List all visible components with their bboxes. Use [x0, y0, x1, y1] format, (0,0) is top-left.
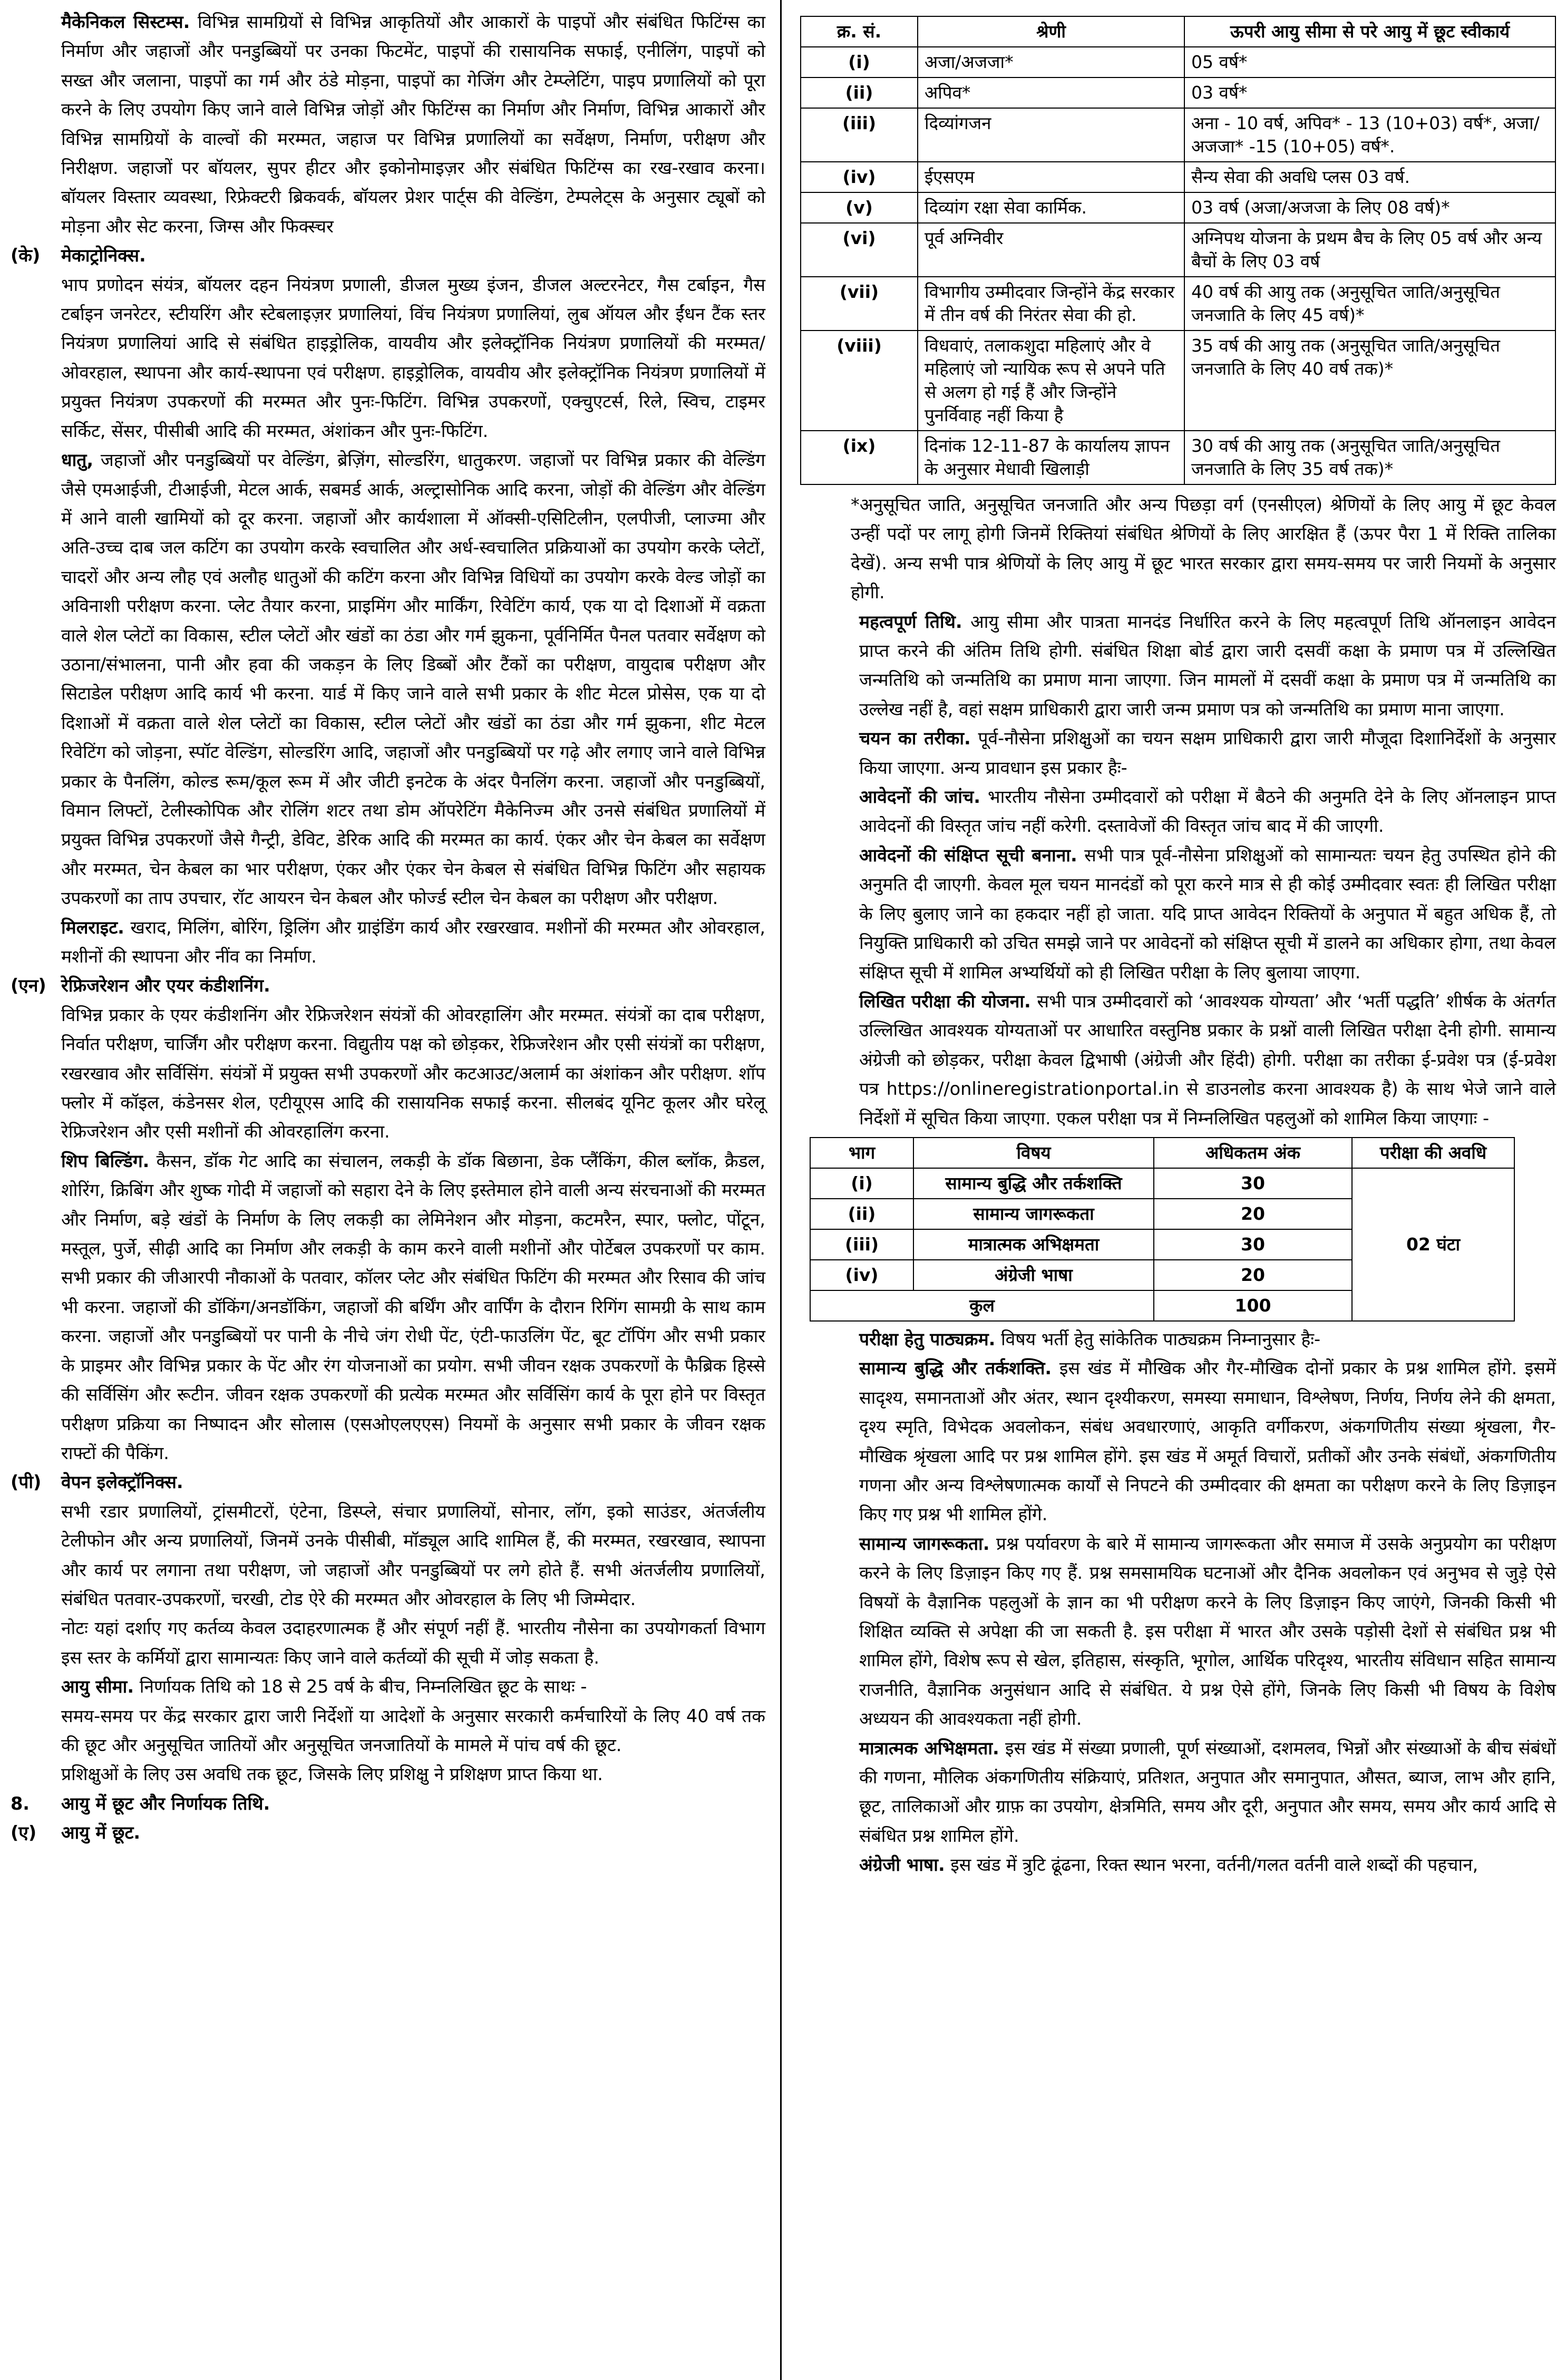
table-cell: दिनांक 12-11-87 के कार्यालय ज्ञापन के अनुसार मेधावी खिलाड़ी: [918, 431, 1184, 484]
syllabus-iii: [800, 1734, 1556, 1851]
marker: [800, 1850, 859, 1879]
marker: (ए): [11, 1822, 37, 1843]
table-cell: अजा/अजजा*: [918, 47, 1184, 77]
header-cell: विषय: [913, 1138, 1154, 1168]
table-cell: 30: [1154, 1229, 1352, 1260]
table-cell: अग्निपथ योजना के प्रथम बैच के लिए 05 वर्ष और अन्य बैचों के लिए 03 वर्ष: [1184, 223, 1555, 277]
table-row: [801, 431, 1555, 484]
table-cell: (ii): [801, 77, 918, 108]
section-9c: [800, 987, 1556, 1133]
section-title: परीक्षा हेतु पाठ्यक्रम.: [859, 1328, 996, 1349]
marker: (के): [11, 245, 41, 266]
column-divider: [780, 0, 782, 2380]
table-cell: 30 वर्ष की आयु तक (अनुसूचित जाति/अनुसूचित जनजाति के लिए 35 वर्ष तक)*: [1184, 431, 1555, 484]
section-text: प्रशिक्षुओं के लिए उस अवधि तक छूट, जिसके लिए प्रशिक्षु ने प्रशिक्षण प्राप्त किया था.: [61, 1764, 603, 1785]
section-title: सामान्य बुद्धि और तर्कशक्ति.: [859, 1358, 1052, 1379]
syllabus-iv: [800, 1850, 1556, 1879]
table-cell: अंग्रेजी भाषा: [913, 1260, 1154, 1290]
table-cell: सामान्य जागरूकता: [913, 1199, 1154, 1229]
exam-scheme-table: [810, 1137, 1515, 1322]
header-cell: क्र. सं.: [801, 16, 918, 47]
right-column: [791, 0, 1563, 1880]
section-en-text: विभिन्न प्रकार के एयर कंडीशनिंग और रेफ्रिजरेशन संयंत्रों की ओवरहालिंग और मरम्मत. संयंत्रों का दाब परीक्षण, निर्वात परीक्षण, चार्जिंग और परीक्षण करना. विद्युतीय पक्ष को छोड़कर, रेफ्रिजरेशन और एसी संयंत्रों का परीक्षण, रखरखाव और सर्विसिंग. संयंत्रों में प्रयुक्त सभी उपकरणों और कटआउट/अलार्म का अंशांकन और परीक्षण. शॉप फ्लोर में कॉइल, कंडेनसर शेल, एटीयूएस आदि की रासायनिक सफाई करना. सीलबंद यूनिट कूलर और घरेलू रेफ्रिजरेशन और एसी मशीनों की ओवरहालिंग करना.: [61, 1004, 765, 1142]
marker: [11, 1702, 61, 1731]
total-label-cell: कुल: [810, 1290, 1154, 1321]
table-cell: (ix): [801, 431, 918, 484]
section-text: निर्णायक तिथि को 18 से 25 वर्ष के बीच, निम्नलिखित छूट के साथः -: [139, 1676, 587, 1697]
table-cell: (iii): [801, 108, 918, 162]
header-cell: ऊपरी आयु सीमा से परे आयु में छूट स्वीकार्य: [1184, 16, 1555, 47]
table-cell: (iii): [810, 1229, 913, 1260]
age-relaxation-table: [800, 16, 1556, 485]
marker: [11, 1760, 61, 1789]
exam-duration-cell: 02 घंटा: [1352, 1168, 1514, 1321]
header-cell: परीक्षा की अवधि: [1352, 1138, 1514, 1168]
section-pi-note: नोटः यहां दर्शाए गए कर्तव्य केवल उदाहरणात्मक हैं और संपूर्ण नहीं हैं. भारतीय नौसेना का उपयोगकर्ता विभाग इस स्तर के कर्मियों द्वारा सामान्यतः किए जाने वाले कर्तव्यों की सूची में जोड़ सकता है.: [61, 1618, 765, 1668]
section-text: सभी पात्र पूर्व-नौसेना प्रशिक्षुओं को सामान्यतः चयन हेतु उपस्थित होने की अनुमति दी जाएगी. केवल मूल चयन मानदंडों को पूरा करने मात्र से ही कोई उम्मीदवार स्वतः ही लिखित परीक्षा के लिए बुलाए जाने का हकदार नहीं हो जाता. यदि प्राप्त आवेदन रिक्तियों के अनुपात में बहुत अधिक हैं, तो नियुक्ति प्राधिकारी को उचित समझे जाने पर आवेदनों को संक्षिप्त सूची में डालने का अधिकार होगा, तथा केवल संक्षिप्त सूची में शामिल अभ्यर्थियों को ही लिखित परीक्षा के लिए बुलाया जाएगा.: [859, 844, 1557, 983]
marker: [11, 1147, 61, 1176]
table-cell: पूर्व अग्निवीर: [918, 223, 1184, 277]
section-number: [800, 724, 859, 753]
section-9d: [800, 1325, 1556, 1354]
section-title: लिखित परीक्षा की योजना.: [859, 990, 1031, 1012]
marker: [800, 1734, 859, 1763]
section-text: पूर्व-नौसेना प्रशिक्षुओं का चयन सक्षम प्राधिकारी द्वारा जारी मौजूदा दिशानिर्देशों के अनुसार किया जाएगा. अन्य प्रावधान इस प्रकार हैः-: [859, 728, 1556, 778]
section-9b: [800, 841, 1556, 987]
table-row: [801, 108, 1555, 162]
section-title: आवेदनों की संक्षिप्त सूची बनाना.: [859, 844, 1077, 866]
table-cell: दिव्यांगजन: [918, 108, 1184, 162]
table-cell: सैन्य सेवा की अवधि प्लस 03 वर्ष.: [1184, 162, 1555, 192]
marker: [800, 1529, 859, 1558]
section-title: शिप बिल्डिंग.: [61, 1150, 150, 1171]
table-row: [801, 331, 1555, 431]
age-relaxation-footnote: *अनुसूचित जाति, अनुसूचित जनजाति और अन्य पिछड़ा वर्ग (एनसीएल) श्रेणियों के लिए आयु में छूट केवल उन्हीं पदों पर लागू होगी जिनमें रिक्तियां संबंधित श्रेणियों के लिए आरक्षित हैं (ऊपर पैरा 1 में रिक्ति तालिका देखें). अन्य सभी पात्र श्रेणियों के लिए आयु में छूट भारत सरकार द्वारा समय-समय पर जारी नियमों के अनुसार होगी.: [851, 494, 1556, 603]
section-9: [800, 724, 1556, 782]
section-el: [11, 445, 765, 913]
table-cell: 05 वर्ष*: [1184, 47, 1555, 77]
section-9a: [800, 782, 1556, 841]
table-cell: (iv): [810, 1260, 913, 1290]
header-cell: अधिकतम अंक: [1154, 1138, 1352, 1168]
table-cell: सामान्य बुद्धि और तर्कशक्ति: [913, 1168, 1154, 1199]
marker: (एन): [11, 975, 46, 996]
section-title: आयु में छूट और निर्णायक तिथि.: [61, 1793, 270, 1814]
section-text: समय-समय पर केंद्र सरकार द्वारा जारी निर्देशों या आदेशों के अनुसार सरकारी कर्मचारियों के लिए 40 वर्ष तक की छूट और अनुसूचित जातियों और अनुसूचित जनजातियों के मामले में पांच वर्ष की छूट.: [61, 1705, 765, 1755]
header-cell: भाग: [810, 1138, 913, 1168]
section-text: विभिन्न सामग्रियों से विभिन्न आकृतियों और आकारों के पाइपों और संबंधित फिटिंग्स का निर्माण और जहाजों और पनडुब्बियों पर उनका फिटमेंट, पाइपों की रासायनिक सफाई, एनीलिंग, पाइपों को सख्त और जलाना, पाइपों का गर्म और ठंडे मोड़ना, पाइपों का गेजिंग और टेम्प्लेटिंग, पाइप प्रणालियों को पूरा करने के लिए उपयोग किए जाने वाले विभिन्न जोड़ों और फिटिंग्स का निर्माण और निर्माण, विभिन्न आकारों और विभिन्न सामग्रियों के वाल्वों की मरम्मत, जहाज पर विभिन्न प्रणालियों का सर्वेक्षण, निर्माण, परीक्षण और निरीक्षण. जहाजों पर बॉयलर, सुपर हीटर और इकोनोमाइज़र और संबंधित फिटिंग्स का रख-रखाव करना। बॉयलर विस्तार व्यवस्था, रिफ्रेक्टरी ब्रिकवर्क, बॉयलर प्रेशर पार्ट्स की वेल्डिंग, टेम्पलेट्स के अनुसार ट्यूबों को मोड़ना और सेट करना, जिग्स और फिक्स्चर: [61, 12, 766, 237]
left-column: [3, 0, 771, 1848]
section-7: [11, 1672, 765, 1701]
total-value-cell: 100: [1154, 1290, 1352, 1321]
table-cell: 35 वर्ष की आयु तक (अनुसूचित जाति/अनुसूचित जनजाति के लिए 40 वर्ष तक)*: [1184, 331, 1555, 431]
section-text: प्रश्न पर्यावरण के बारे में सामान्य जागरूकता और समाज में उसके अनुप्रयोग का परीक्षण करने के लिए डिज़ाइन किए गए हैं. प्रश्न समसामयिक घटनाओं और दैनिक अवलोकन एवं अनुभव से जुड़े ऐसे विषयों के वैज्ञानिक पहलुओं के ज्ञान का भी परीक्षण करने के लिए डिज़ाइन किए जाएंगे, जिनकी किसी भी शिक्षित व्यक्ति से अपेक्षा की जा सकती है. इस परीक्षा में भारत और उसके पड़ोसी देशों से संबंधित प्रश्न भी शामिल होंगे, विशेष रूप से खेल, इतिहास, संस्कृति, भूगोल, आर्थिक परिदृश्य, भारतीय संविधान सहित सामान्य राजनीति, वैज्ञानिक अनुसंधान आदि से संबंधित. ये प्रश्न ऐसे होंगे, जिनके लिए किसी भी विषय के विशेष अध्ययन की आवश्यकता नहीं होगी.: [859, 1533, 1556, 1730]
table-row: [801, 47, 1555, 77]
table-cell: 03 वर्ष (अजा/अजजा के लिए 08 वर्ष)*: [1184, 192, 1555, 223]
marker: [11, 445, 61, 474]
marker: [800, 1354, 859, 1383]
marker: [11, 913, 61, 942]
syllabus-ii: [800, 1529, 1556, 1734]
section-text: भारतीय नौसेना उम्मीदवारों को परीक्षा में बैठने की अनुमति देने के लिए ऑनलाइन प्राप्त आवेदनों की विस्तृत जांच नहीं करेगी. दस्तावेजों की विस्तृत जांच बाद में की जाएगी.: [859, 786, 1556, 837]
section-text: इस खंड में मौखिक और गैर-मौखिक दोनों प्रकार के प्रश्न शामिल होंगे. इसमें सादृश्य, समानताओं और अंतर, स्थान दृश्यीकरण, समस्या समाधान, विश्लेषण, निर्णय, निर्णय लेने की क्षमता, दृश्य स्मृति, विभेदक अवलोकन, संबंध अवधारणाएं, आकृति वर्गीकरण, अंकगणितीय संख्या श्रृंखला, गैर-मौखिक श्रृंखला आदि पर प्रश्न शामिल होंगे. इस खंड में अमूर्त विचारों, प्रतीकों और उनके संबंधों, अंकगणितीय गणना और अन्य विश्लेषणात्मक कार्यों से निपटने की उम्मीदवार की क्षमता का परीक्षण करने के लिए डिज़ाइन किए गए प्रश्न भी शामिल होंगे.: [859, 1358, 1557, 1525]
table-row: [801, 77, 1555, 108]
section-title: मात्रात्मक अभिक्षमता.: [859, 1737, 999, 1759]
section-pi-heading: [11, 1468, 765, 1497]
section-8b: [800, 607, 1556, 724]
section-title: धातु,: [61, 450, 94, 471]
section-o: [11, 1147, 765, 1468]
table-cell: (v): [801, 192, 918, 223]
section-number: 8.: [11, 1793, 30, 1814]
table-header-row: [801, 16, 1555, 47]
section-title: सामान्य जागरूकता.: [859, 1533, 990, 1554]
section-text: इस खंड में संख्या प्रणाली, पूर्ण संख्याओं, दशमलव, भिन्नों और संख्याओं के बीच संबंधों की गणना, मौलिक अंकगणितीय संक्रियाएं, प्रतिशत, अनुपात और समानुपात, औसत, ब्याज, लाभ और हानि, छूट, तालिकाओं और ग्राफ़ का उपयोग, क्षेत्रमिति, समय और दूरी, अनुपात और समय, समय और कार्य आदि से संबंधित प्रश्न शामिल होंगे.: [859, 1737, 1556, 1846]
table-cell: (vi): [801, 223, 918, 277]
table-row: [801, 162, 1555, 192]
marker: [11, 7, 61, 36]
table-cell: (viii): [801, 331, 918, 431]
table-cell: 03 वर्ष*: [1184, 77, 1555, 108]
marker: [800, 782, 859, 811]
section-ke-text: भाप प्रणोदन संयंत्र, बॉयलर दहन नियंत्रण प्रणाली, डीजल मुख्य इंजन, डीजल अल्टरनेटर, गैस टर्बाइन, गैस टर्बाइन जनरेटर, स्टीयरिंग और स्टेबलाइज़र प्रणालियां, विंच नियंत्रण प्रणालियां, लुब ऑयल और ईंधन टैंक स्तर नियंत्रण प्रणालियां आदि से संबंधित हाइड्रोलिक, वायवीय और इलेक्ट्रॉनिक नियंत्रण प्रणालियों की मरम्मत/ओवरहाल, स्थापना और कार्य-स्थापना एवं परीक्षण. हाइड्रोलिक, वायवीय और इलेक्ट्रॉनिक नियंत्रण प्रणालियों में प्रयुक्त नियंत्रण उपकरणों की मरम्मत और पुनः-फिटिंग. विभिन्न उपकरणों, एक्चुएटर्स, रिले, स्विच, टाइमर सर्किट, सेंसर, पीसीबी आदि की मरम्मत, अंशांकन और पुनः-फिटिंग.: [61, 274, 765, 441]
section-text: खराद, मिलिंग, बोरिंग, ड्रिलिंग और ग्राइंडिंग कार्य और रखरखाव. मशीनों की मरम्मत और ओवरहाल, मशीनों की स्थापना और नींव का निर्माण.: [61, 917, 766, 967]
table-cell: (i): [810, 1168, 913, 1199]
table-row: [810, 1168, 1514, 1199]
syllabus-i: [800, 1354, 1556, 1529]
table-cell: अना - 10 वर्ष, अपिव* - 13 (10+03) वर्ष*, अजा/अजजा* -15 (10+05) वर्ष*.: [1184, 108, 1555, 162]
section-title: आवेदनों की जांच.: [859, 786, 980, 808]
section-title: मेकाट्रोनिक्स.: [61, 245, 146, 266]
section-title: आयु में छूट.: [61, 1822, 141, 1843]
table-row: [801, 223, 1555, 277]
section-8: [11, 1789, 765, 1818]
table-cell: (iv): [801, 162, 918, 192]
section-8a: [11, 1818, 765, 1847]
table-cell: ईएसएम: [918, 162, 1184, 192]
section-text: विषय भर्ती हेतु सांकेतिक पाठ्यक्रम निम्नानुसार हैः-: [1000, 1328, 1321, 1349]
section-em: [11, 913, 765, 972]
table-cell: मात्रात्मक अभिक्षमता: [913, 1229, 1154, 1260]
section-ke-heading: [11, 241, 765, 270]
marker: [800, 607, 859, 636]
table-cell: (vii): [801, 277, 918, 331]
section-7b: [11, 1760, 765, 1789]
table-cell: अपिव*: [918, 77, 1184, 108]
section-je: [11, 7, 765, 241]
table-cell: दिव्यांग रक्षा सेवा कार्मिक.: [918, 192, 1184, 223]
section-text: जहाजों और पनडुब्बियों पर वेल्डिंग, ब्रेज़िंग, सोल्डरिंग, धातुकरण. जहाजों पर विभिन्न प्रकार की वेल्डिंग जैसे एमआईजी, टीआईजी, मेटल आर्क, सबमर्ड आर्क, अल्ट्रासोनिक आदि करना, जोड़ों की वेल्डिंग और वेल्डिंग में आने वाली खामियों को दूर करना. जहाजों और कार्यशाला में ऑक्सी-एसिटिलीन, एलपीजी, प्लाज्मा और अति-उच्च दाब जल कटिंग का उपयोग करके स्वचालित और अर्ध-स्वचालित प्रक्रियाओं का उपयोग करके प्लेटों, चादरों और अन्य लौह एवं अलौह धातुओं की कटिंग करना और विभिन्न विधियों का उपयोग करके वेल्ड जोड़ों का अविनाशी परीक्षण करना. प्लेट तैयार करना, प्राइमिंग और मार्किंग, रिवेटिंग कार्य, एक या दो दिशाओं में वक्रता वाले शेल प्लेटों का विकास, स्टील प्लेटों और खंडों का ठंडा और गर्म झुकना, पूर्वनिर्मित पैनल पतवार सर्वेक्षण को उठाना/संभालना, पानी और हवा की जकड़न के लिए डिब्बों और टैंकों का परीक्षण, वायुदाब परीक्षण और सिटाडेल परीक्षण आदि कार्य भी करना. यार्ड में किए जाने वाले सभी प्रकार के शीट मेटल प्रोसेस, एक या दो दिशाओं में वक्रता वाले शेल प्लेटों का विकास, स्टील प्लेटों और खंडों का ठंडा और गर्म झुकना, शीट मेटल रिवेटिंग को जोड़ना, स्पॉट वेल्डिंग, सोल्डरिंग आदि, जहाजों और पनडुब्बियों पर गढ़े और लगाए जाने वाले विभिन्न प्रकार के पैनलिंग, कोल्ड रूम/कूल रूम में और जीटी इनटेक के अंदर पैनलिंग करना. जहाजों और पनडुब्बियों, विमान लिफ्टों, टेलीस्कोपिक और रोलिंग शटर तथा डोम ऑपरेटिंग मैकेनिज्म और उनसे संबंधित प्रणालियों में प्रयुक्त विभिन्न उपकरणों जैसे गैन्ट्री, डेविट, डेरिक आदि की मरम्मत का कार्य. एंकर और चेन केबल का सर्वेक्षण और मरम्मत, चेन केबल का भार परीक्षण, एंकर और एंकर चेन केबल से संबंधित विभिन्न फिटिंग और सहायक उपकरणों का ताप उपचार, रॉट आयरन चेन केबल और फोर्ज्ड स्टील चेन केबल का परीक्षण और परीक्षण.: [61, 450, 766, 909]
table-cell: 30: [1154, 1168, 1352, 1199]
section-title: महत्वपूर्ण तिथि.: [859, 611, 962, 632]
section-text: कैसन, डॉक गेट आदि का संचालन, लकड़ी के डॉक बिछाना, डेक प्लैंकिंग, कील ब्लॉक, क्रैडल, शोरिंग, क्रिबिंग और शुष्क गोदी में जहाजों को सहारा देने के लिए इस्तेमाल होने वाली अन्य संरचनाओं की मरम्मत और निर्माण, बड़े खंडों के निर्माण के लिए लकड़ी का लेमिनेशन और मोड़ना, कटमरैन, स्पार, फ्लोट, पोंटून, मस्तूल, पुर्जे, सीढ़ी आदि का निर्माण और लकड़ी के काम करने वाली मशीनों और पोर्टेबल उपकरणों पर काम. सभी प्रकार की जीआरपी नौकाओं के पतवार, कॉलर प्लेट और संबंधित फिटिंग की मरम्मत और रिसाव की जांच भी करना. जहाजों की डॉकिंग/अनडॉकिंग, जहाजों की बर्थिंग और वार्पिंग के दौरान रिगिंग सामग्री के साथ काम करना. जहाजों और पनडुब्बियों पर पानी के नीचे जंग रोधी पेंट, एंटी-फाउलिंग पेंट, बूट टॉपिंग और सभी प्रकार के प्राइमर और विभिन्न प्रकार के पेंट और रंग योजनाओं का प्रयोग. सभी जीवन रक्षक उपकरणों के फैब्रिक हिस्से की सर्विसिंग और रूटीन. जीवन रक्षक उपकरणों की प्रत्येक मरम्मत और सर्विसिंग कार्य के पूरा होने पर विस्तृत परीक्षण प्रक्रिया का निष्पादन और सोलास (एसओएलएएस) नियमों के अनुसार सभी प्रकार के जीवन रक्षक राफ्टों की पैकिंग.: [61, 1150, 765, 1463]
section-en-heading: [11, 971, 765, 1000]
marker: [800, 841, 859, 870]
section-title: वेपन इलेक्ट्रॉनिक्स.: [61, 1472, 183, 1493]
table-cell: 40 वर्ष की आयु तक (अनुसूचित जाति/अनुसूचित जनजाति के लिए 45 वर्ष)*: [1184, 277, 1555, 331]
section-title: अंग्रेजी भाषा.: [859, 1854, 945, 1876]
section-pi-text: सभी रडार प्रणालियों, ट्रांसमीटरों, एंटेना, डिस्प्ले, संचार प्रणालियों, सोनार, लॉग, इको साउंडर, अंतर्जलीय टेलीफोन और अन्य प्रणालियों, जिनमें उनके पीसीबी, मॉड्यूल आदि शामिल हैं, की मरम्मत, रखरखाव, स्थापना और कार्य पर लगाना तथा परीक्षण, जो जहाजों और पनडुब्बियों पर लगे होते हैं. सभी अंतर्जलीय प्रणालियों, संबंधित पतवार-उपकरणों, चरखी, टोड ऐरे की मरम्मत और ओवरहाल के लिए भी जिम्मेदार.: [61, 1501, 765, 1609]
table-row: [801, 192, 1555, 223]
section-text: सभी पात्र उम्मीदवारों को ‘आवश्यक योग्यता’ और ‘भर्ती पद्धति’ शीर्षक के अंतर्गत उल्लिखित आवश्यक योग्यताओं पर आधारित वस्तुनिष्ठ प्रकार के प्रश्नों वाली लिखित परीक्षा देनी होगी. सामान्य अंग्रेजी को छोड़कर, परीक्षा केवल द्विभाषी (अंग्रेजी और हिंदी) होगी. परीक्षा का तरीका ई-प्रवेश पत्र (ई-प्रवेश पत्र https://onlineregistrationportal.in से डाउनलोड करना आवश्यक है) के साथ भेजे जाने वाले निर्देशों में सूचित किया जाएगा. एकल परीक्षा पत्र में निम्नलिखित पहलुओं को शामिल किया जाएगाः -: [859, 990, 1556, 1129]
table-cell: विभागीय उम्मीदवार जिन्होंने केंद्र सरकार में तीन वर्ष की निरंतर सेवा की हो.: [918, 277, 1184, 331]
section-number: [11, 1672, 61, 1701]
section-title: मैकेनिकल सिस्टम्स.: [61, 12, 190, 32]
header-cell: श्रेणी: [918, 16, 1184, 47]
table-cell: 20: [1154, 1199, 1352, 1229]
table-cell: (ii): [810, 1199, 913, 1229]
section-7a: [11, 1702, 765, 1760]
marker: [800, 1325, 859, 1354]
table-cell: 20: [1154, 1260, 1352, 1290]
table-row: [801, 277, 1555, 331]
section-title: मिलराइट.: [61, 917, 124, 938]
section-title: रेफ्रिजरेशन और एयर कंडीशनिंग.: [61, 975, 270, 996]
marker: (पी): [11, 1472, 42, 1493]
section-text: इस खंड में त्रुटि ढूंढना, रिक्त स्थान भरना, वर्तनी/गलत वर्तनी वाले शब्दों की पहचान,: [950, 1854, 1479, 1876]
table-cell: विधवाएं, तलाकशुदा महिलाएं और वे महिलाएं जो न्यायिक रूप से अपने पति से अलग हो गई हैं और जिन्होंने पुनर्विवाह नहीं किया है: [918, 331, 1184, 431]
table-cell: (i): [801, 47, 918, 77]
marker: [800, 987, 859, 1016]
section-title: चयन का तरीका.: [859, 728, 971, 749]
table-header-row: [810, 1138, 1514, 1168]
section-title: आयु सीमा.: [61, 1676, 134, 1697]
section-text: आयु सीमा और पात्रता मानदंड निर्धारित करने के लिए महत्वपूर्ण तिथि ऑनलाइन आवेदन प्राप्त करने की अंतिम तिथि होगी. संबंधित शिक्षा बोर्ड द्वारा जारी दसवीं कक्षा के प्रमाण पत्र में उल्लिखित जन्मतिथि को जन्मतिथि का प्रमाण माना जाएगा. जिन मामलों में दसवीं कक्षा के प्रमाण पत्र में जन्मतिथि का उल्लेख नहीं है, वहां सक्षम प्राधिकारी द्वारा जारी जन्म प्रमाण पत्र को जन्मतिथि का प्रमाण माना जाएगा.: [859, 611, 1556, 720]
